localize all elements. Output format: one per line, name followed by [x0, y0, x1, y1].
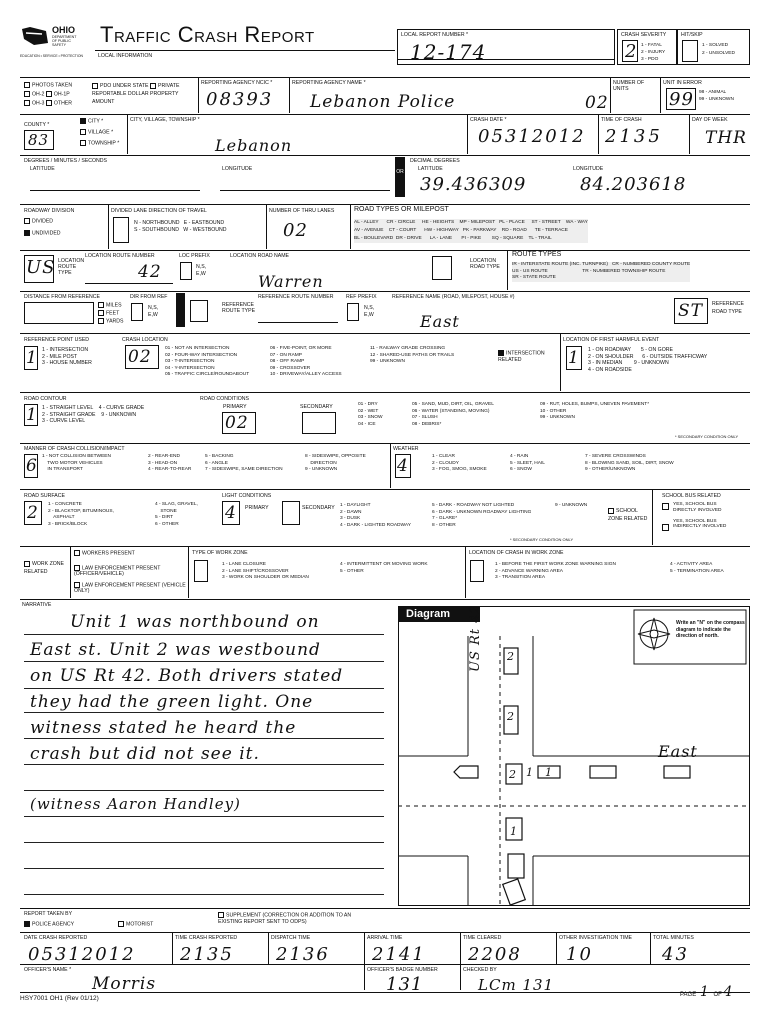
weather-value: 4: [397, 456, 409, 476]
loc-road-type-box[interactable]: [432, 256, 452, 280]
diagram-title: Diagram: [398, 606, 480, 622]
intersection-related-checkbox[interactable]: INTERSECTION RELATED: [498, 350, 545, 364]
dispatch-time-label: DISPATCH TIME: [271, 935, 311, 941]
pdo-under-state[interactable]: PDO UNDER STATE REPORTABLE DOLLAR AMOUNT: [92, 83, 149, 105]
ref-route-type-label: REFERENCE ROUTE TYPE: [222, 302, 256, 314]
light-options-2: 5 - DARK - ROADWAY NOT LIGHTED 6 - DARK - UNKNOWN ROADWAY LIGHTING 7 - GLARE* 8 - OTHER: [432, 503, 532, 528]
narrative-label: NARRATIVE: [22, 602, 52, 608]
report-taken-label: REPORT TAKEN BY: [24, 911, 73, 917]
or-divider: OR: [395, 157, 405, 197]
motorist-checkbox[interactable]: MOTORIST: [118, 921, 153, 927]
unit-label: 1: [545, 766, 553, 779]
longitude-label: LONGITUDE: [222, 166, 253, 172]
officer-name-label: OFFICER'S NAME *: [24, 967, 72, 973]
ref-point-options: 1 - INTERSECTION 2 - MILE POST 3 - HOUSE NUMBER: [42, 347, 92, 367]
units-value: 02: [585, 93, 609, 113]
dist-ref-box[interactable]: [24, 302, 94, 324]
units-label: NUMBER OF UNITS: [613, 80, 645, 92]
ref-point-label: REFERENCE POINT USED: [24, 337, 90, 343]
road-surface-value: 2: [27, 503, 39, 523]
manner-options-1: 1 - NOT COLLISION BETWEEN TWO MOTOR VEHICLES IN TRANSPORT: [42, 454, 111, 473]
officer-name-value: Morris: [92, 974, 157, 994]
unit-label: 2: [507, 710, 515, 723]
road-contour-value: 1: [26, 405, 38, 425]
road-label-east: East: [658, 742, 698, 761]
village-checkbox[interactable]: VILLAGE *: [80, 129, 113, 135]
unit-label: 2: [507, 650, 515, 663]
date-reported-value: 05312012: [28, 944, 136, 965]
yards-checkbox[interactable]: YARDS: [98, 318, 124, 324]
unit-label: 1: [510, 825, 518, 838]
wz-location-options-1: 1 - BEFORE THE FIRST WORK ZONE WARNING SIGN 2 - ADVANCE WARNING AREA 3 - TRANSITION AREA: [495, 562, 616, 581]
work-zone-related-checkbox[interactable]: WORK ZONE RELATED: [24, 561, 64, 575]
light-secondary-box[interactable]: [282, 501, 300, 525]
unit-error-value: 99: [669, 89, 694, 110]
page-indicator: PAGE 1 OF 4: [680, 984, 734, 1000]
narrative-line: they had the green light. One: [30, 692, 314, 712]
road-label-us42: US Rt 42: [468, 604, 483, 672]
dec-latitude-label: LATITUDE: [418, 166, 443, 172]
cvt-value: Lebanon: [215, 136, 293, 155]
unit-error-label: UNIT IN ERROR: [663, 80, 702, 86]
time-cleared-label: TIME CLEARED: [463, 935, 502, 941]
crash-location-value: 02: [128, 347, 152, 367]
wz-location-label: LOCATION OF CRASH IN WORK ZONE: [469, 550, 564, 556]
loc-road-name-value: Warren: [258, 272, 324, 291]
crash-location-options-2: 06 - FIVE-POINT, OR MORE 07 - ON RAMP 08 - OFF RAMP 09 - CROSSOVER 10 - DRIVEWAY/ALLEY ACCESS: [270, 346, 342, 378]
narrative-line: crash but did not see it.: [30, 744, 260, 764]
road-surface-options-1: 1 - CONCRETE 2 - BLACKTOP, BITUMINOUS, ASPHALT 3 - BRICK/BLOCK: [48, 502, 114, 527]
weather-options-2: 4 - RAIN 5 - SLEET, HAIL 6 - SNOW: [510, 454, 545, 473]
deg-min-sec-label: DEGREES / MINUTES / SECONDS: [24, 158, 108, 164]
wz-type-options-1: 1 - LANE CLOSURE 2 - LANE SHIFT/CROSSOVER 3 - WORK ON SHOULDER OR MEDIAN: [222, 562, 309, 581]
checked-by-label: CHECKED BY: [463, 967, 497, 973]
loc-road-type-label: LOCATION ROAD TYPE: [470, 258, 500, 270]
latitude-label: LATITUDE: [30, 166, 55, 172]
unit-label: 2: [509, 768, 517, 781]
compass-note: Write an "N" on the compass diagram to indicate the direction of north.: [676, 620, 745, 639]
school-bus-indirect-checkbox[interactable]: [662, 524, 669, 531]
road-cond-options-2: 05 - SAND, MUD, DIRT, OIL, GRAVEL 06 - WATER (STANDING, MOVING) 07 - SLUSH 08 - DEBRIS*: [412, 402, 494, 427]
checked-by-value: LCm 131: [478, 976, 555, 994]
ref-name-label: REFERENCE NAME (ROAD, MILEPOST, HOUSE #): [392, 294, 515, 300]
ncic-value: 08393: [206, 89, 274, 110]
narrative-line: witness stated he heard the: [30, 718, 297, 738]
longitude-dms-field[interactable]: [220, 190, 390, 191]
undivided-checkbox[interactable]: UNDIVIDED: [24, 230, 61, 236]
badge-number-value: 131: [386, 974, 424, 995]
dow-value: THR: [705, 128, 747, 148]
ref-prefix-box[interactable]: [347, 303, 359, 321]
decimal-degrees-label: DECIMAL DEGREES: [410, 158, 460, 164]
school-bus-label: SCHOOL BUS RELATED: [662, 493, 721, 499]
divided-checkbox[interactable]: DIVIDED: [24, 218, 53, 224]
road-cond-options-3: 09 - RUT, HOLES, BUMPS, UNEVEN PAVEMENT* 10 - OTHER 99 - UNKNOWN: [540, 402, 650, 421]
ohio-state-icon: [20, 25, 50, 47]
form-id: HSY7001 OH1 (Rev 01/12): [20, 995, 99, 1002]
loc-prefix-box[interactable]: [180, 262, 192, 280]
light-secondary-note: * SECONDARY CONDITION ONLY: [510, 537, 574, 542]
crash-date-label: CRASH DATE *: [470, 117, 507, 123]
light-options-3: 9 - UNKNOWN: [555, 503, 588, 508]
loc-route-num-label: LOCATION ROUTE NUMBER: [85, 253, 155, 259]
ref-road-type-value: ST: [678, 301, 703, 321]
local-report-box[interactable]: [397, 29, 615, 65]
ref-road-type-label: REFERENCE ROAD TYPE: [712, 301, 744, 315]
ref-route-num-label: REFERENCE ROUTE NUMBER: [258, 294, 334, 300]
route-types-list: IR - INTERSTATE ROUTE (INC. TURNPIKE) CR - NUMBERED COUNTY ROUTE US - US ROUTE TR - NUMBERED TOWNSHIP ROUTE SR - STATE ROUTE: [512, 262, 691, 281]
crash-severity-box[interactable]: [617, 29, 677, 65]
police-agency-checkbox[interactable]: POLICE AGENCY: [24, 921, 74, 927]
dir-from-ref-options: N,S, E,W: [148, 305, 159, 318]
narrative-line: Unit 1 was northbound on: [70, 612, 320, 632]
light-primary-value: 4: [225, 503, 237, 523]
loc-route-num-value: 42: [138, 262, 162, 282]
private-property[interactable]: PRIVATE PROPERTY: [150, 83, 180, 97]
road-types-label: ROAD TYPES OR MILEPOST: [354, 206, 449, 213]
ref-prefix-label: REF PREFIX: [346, 294, 377, 300]
secondary-note: * SECONDARY CONDITION ONLY: [675, 434, 739, 439]
county-label: COUNTY *: [24, 122, 50, 128]
light-options-1: 1 - DAYLIGHT 2 - DAWN 3 - DUSK 4 - DARK - LIGHTED ROADWAY: [340, 503, 411, 528]
loc-prefix-label: LOC PREFIX: [179, 253, 210, 259]
hitskip-label: HIT/SKIP: [681, 32, 703, 38]
logo-tagline: EDUCATION • SERVICE • PROTECTION: [20, 54, 83, 58]
lane-dir-options: N - NORTHBOUND E - EASTBOUND S - SOUTHBOUND W - WESTBOUND: [134, 220, 227, 233]
loc-route-type-value: US: [26, 257, 56, 278]
dist-ref-label: DISTANCE FROM REFERENCE: [24, 294, 100, 300]
ref-name-value: East: [420, 312, 460, 331]
local-info-label: LOCAL INFORMATION: [98, 53, 153, 59]
date-reported-label: DATE CRASH REPORTED: [24, 935, 88, 941]
logo-state: OHIO: [52, 25, 76, 35]
severity-label: CRASH SEVERITY: [621, 32, 667, 38]
agency-name-label: REPORTING AGENCY NAME *: [292, 80, 366, 86]
school-zone-checkbox[interactable]: SCHOOL ZONE RELATED: [608, 508, 648, 522]
severity-options: 1 - FATAL 2 - INJURY 3 - PDO: [641, 43, 666, 62]
law-vehicle-checkbox[interactable]: LAW ENFORCEMENT PRESENT (VEHICLE ONLY): [74, 582, 186, 595]
wz-type-box[interactable]: [194, 560, 208, 582]
road-division-label: ROADWAY DIVISION: [24, 208, 75, 214]
local-report-value: 12-174: [410, 40, 487, 64]
crash-date-value: 05312012: [478, 126, 586, 147]
first-harmful-value: 1: [568, 348, 580, 368]
road-contour-options: 1 - STRAIGHT LEVEL 4 - CURVE GRADE 2 - STRAIGHT GRADE 9 - UNKNOWN 3 - CURVE LEVEL: [42, 405, 145, 425]
local-report-label: LOCAL REPORT NUMBER *: [401, 32, 469, 38]
vehicle-shapes: [454, 648, 690, 905]
wz-location-box[interactable]: [470, 560, 484, 582]
wz-type-options-2: 4 - INTERMITTENT OR MOVING WORK 5 - OTHER: [340, 562, 428, 574]
badge-number-label: OFFICER'S BADGE NUMBER: [367, 967, 438, 973]
school-bus-direct-checkbox[interactable]: [662, 503, 669, 510]
loc-prefix-options: N,S, E,W: [196, 264, 207, 277]
light-secondary-label: SECONDARY: [302, 505, 335, 511]
narrative-line: on US Rt 42. Both drivers stated: [30, 666, 344, 686]
light-conditions-label: LIGHT CONDITIONS: [222, 493, 272, 499]
first-harmful-label: LOCATION OF FIRST HARMFUL EVENT: [563, 337, 660, 343]
dec-longitude-value: 84.203618: [580, 174, 687, 195]
ohio-logo: [20, 23, 100, 63]
supplement-checkbox[interactable]: SUPPLEMENT (CORRECTION OR ADDITION TO AN EXISTING REPORT SENT TO ODPS): [218, 912, 352, 926]
ref-point-value: 1: [26, 348, 38, 368]
arrival-time-value: 2141: [372, 944, 426, 965]
agency-name-value: Lebanon Police: [310, 92, 456, 112]
dow-label: DAY OF WEEK: [692, 117, 728, 123]
manner-options-3: 5 - BACKING 6 - ANGLE 7 - SIDESWIPE, SAME DIRECTION: [205, 454, 283, 473]
time-reported-value: 2135: [180, 944, 234, 965]
cond-primary-label: PRIMARY: [223, 404, 247, 410]
logo-department: DEPARTMENT OF PUBLIC SAFETY: [52, 35, 77, 47]
lane-dir-box[interactable]: [113, 217, 129, 243]
loc-route-type-label: LOCATION ROUTE TYPE: [58, 258, 85, 276]
photos-taken[interactable]: PHOTOS TAKEN: [24, 82, 72, 88]
road-cond-options-1: 01 - DRY 02 - WET 03 - SNOW 04 - ICE: [358, 402, 383, 427]
ref-prefix-options: N,S, E,W: [364, 305, 375, 318]
thru-lanes-value: 02: [283, 220, 308, 241]
crash-location-options-1: 01 - NOT AN INTERSECTION 02 - FOUR-WAY INTERSECTION 03 - T-INTERSECTION 04 - Y-INTERSECTION 05 - TRAFFIC CIRCLE/ROUNDABOUT: [165, 346, 250, 378]
crash-time-label: TIME OF CRASH: [601, 117, 642, 123]
road-conditions-label: ROAD CONDITIONS: [200, 396, 249, 402]
cond-primary-value: 02: [225, 413, 249, 433]
thru-lanes-label: NUMBER OF THRU LANES: [269, 208, 335, 214]
crash-location-options-3: 11 - RAILWAY GRADE CROSSING 12 - SHARED-USE PATHS OR TRAILS 99 - UNKNOWN: [370, 346, 455, 365]
narrative-line: East st. Unit 2 was westbound: [30, 640, 321, 660]
law-officer-checkbox[interactable]: LAW ENFORCEMENT PRESENT (OFFICER/VEHICLE): [74, 565, 161, 578]
miles-checkbox[interactable]: MILES: [98, 302, 122, 308]
dispatch-time-value: 2136: [276, 944, 330, 965]
ref-route-type-box[interactable]: [190, 300, 208, 322]
route-types-label: ROUTE TYPES: [512, 251, 562, 258]
time-cleared-value: 2208: [468, 944, 522, 965]
dec-latitude-value: 39.436309: [420, 174, 527, 195]
form-title: Traffic Crash Report: [100, 22, 315, 47]
unit-error-options: 98 - ANIMAL 99 - UNKNOWN: [699, 90, 734, 102]
city-checkbox[interactable]: CITY *: [80, 118, 103, 124]
dec-longitude-label: LONGITUDE: [573, 166, 604, 172]
feet-checkbox[interactable]: FEET: [98, 310, 119, 316]
weather-label: WEATHER: [393, 446, 419, 452]
loc-road-name-label: LOCATION ROAD NAME: [230, 253, 289, 259]
unit-label: 1: [526, 766, 534, 779]
cond-secondary-box[interactable]: [302, 412, 336, 434]
road-types-list: AL - ALLEY CR - CIRCLE HE - HEIGHTS MP - MILEPOST PL - PLACE ST - STREET WA - WAY AV - AVENUE CT - COURT HW - HIGHWAY PK - PARKWAY RD - ROAD TE - TERRACE BL - BOULEVARD DR - DRIVE LA - LANE PI - PIKE SQ - SQUARE TL - TRAIL: [354, 220, 588, 241]
photo-oh3[interactable]: OH-3 OTHER: [24, 100, 72, 106]
other-investigation-value: 10: [566, 944, 593, 965]
road-surface-label: ROAD SURFACE: [24, 493, 65, 499]
school-bus-options: YES, SCHOOL BUS DIRECTLY INVOLVED YES, SCHOOL BUS INDIRECTLY INVOLVED: [673, 502, 727, 530]
manner-options-2: 2 - REAR-END 3 - HEAD-ON 4 - REAR-TO-REAR: [148, 454, 192, 473]
county-value: 83: [28, 131, 50, 149]
wz-location-options-2: 4 - ACTIVITY AREA 5 - TERMINATION AREA: [670, 562, 724, 574]
weather-options-3: 7 - SEVERE CROSSWINDS 8 - BLOWING SAND, SOIL, DIRT, SNOW 9 - OTHER/UNKNOWN: [585, 454, 674, 473]
severity-value: 2: [625, 41, 638, 62]
wz-type-label: TYPE OF WORK ZONE: [192, 550, 248, 556]
township-checkbox[interactable]: TOWNSHIP *: [80, 140, 119, 146]
hit-skip-box[interactable]: [677, 29, 750, 65]
crash-location-label: CRASH LOCATION: [122, 337, 168, 343]
manner-options-4: 8 - SIDESWIPE, OPPOSITE DIRECTION 9 - UNKNOWN: [305, 454, 366, 473]
first-harmful-options: 1 - ON ROADWAY 5 - ON GORE 2 - ON SHOULDER 6 - OUTSIDE TRAFFICWAY 3 - IN MEDIAN 9 - UNKNOWN 4 - ON ROADSIDE: [588, 347, 708, 373]
weather-options-1: 1 - CLEAR 2 - CLOUDY 3 - FOG, SMOG, SMOKE: [432, 454, 487, 473]
crash-time-value: 2135: [605, 126, 663, 147]
time-reported-label: TIME CRASH REPORTED: [175, 935, 238, 941]
road-surface-options-2: 4 - SLAG, GRAVEL, STONE 5 - DIRT 6 - OTHER: [155, 502, 198, 527]
dir-from-ref-label: DIR FROM REF: [130, 294, 168, 300]
road-contour-label: ROAD CONTOUR: [24, 396, 67, 402]
total-minutes-label: TOTAL MINUTES: [653, 935, 694, 941]
hitskip-options: 1 - SOLVED 2 - UNSOLVED: [702, 43, 735, 56]
narrative-line: (witness Aaron Handley): [30, 795, 241, 813]
photo-oh2[interactable]: OH-2 OH-1P: [24, 91, 70, 97]
cvt-label: CITY, VILLAGE, TOWNSHIP *: [130, 117, 200, 123]
manner-label: MANNER OF CRASH COLLISION/IMPACT: [24, 446, 125, 452]
manner-value: 6: [26, 456, 38, 476]
other-investigation-label: OTHER INVESTIGATION TIME: [559, 935, 633, 941]
total-minutes-value: 43: [662, 944, 689, 965]
workers-present-checkbox[interactable]: WORKERS PRESENT: [74, 550, 135, 556]
cond-secondary-label: SECONDARY: [300, 404, 333, 410]
ncic-label: REPORTING AGENCY NCIC *: [201, 80, 273, 86]
light-primary-label: PRIMARY: [245, 505, 269, 511]
arrival-time-label: ARRIVAL TIME: [367, 935, 403, 941]
lane-dir-label: DIVIDED LANE DIRECTION OF TRAVEL: [111, 208, 207, 214]
latitude-dms-field[interactable]: [30, 190, 200, 191]
dir-from-ref-box[interactable]: [131, 303, 143, 321]
